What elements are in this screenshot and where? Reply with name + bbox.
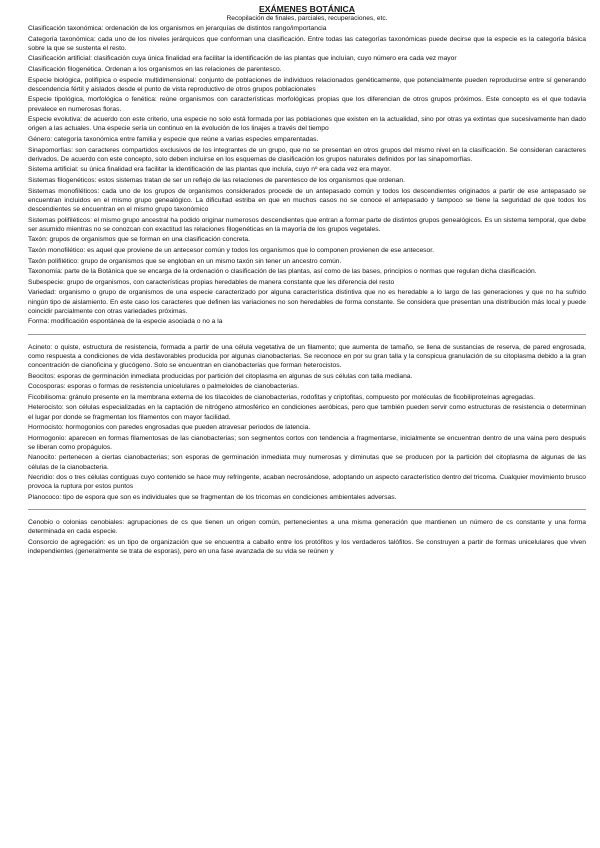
definition-paragraph: Género: categoría taxonómica entre familia y especie que reúne a varias especies emparentadas. bbox=[28, 135, 319, 143]
definition-paragraph: Hormocisto: hormogonios con paredes engrosadas que pueden atravesar periodos de latencia. bbox=[28, 424, 311, 432]
section-divider bbox=[28, 509, 586, 510]
definition-paragraph: Taxonomía: parte de la Botánica que se encarga de la ordenación o clasificación de las plantas, así como de las bases, principios o normas que regulan dicha clasificación. bbox=[28, 268, 537, 276]
definition-paragraph: Consorcio de agregación: es un tipo de organización que se encuentra a caballo entre los protófitos y los verdaderos talófitos. Se construyen a partir de formas unicelulares que viven independientes (generalmente se trata de esporas), pero en una fase avanzada de su vida se reúnen y bbox=[28, 539, 586, 556]
definition-paragraph: Forma: modificación espontánea de la especie asociada o no a la bbox=[28, 318, 223, 326]
definition-paragraph: Nanocito: pertenecen a ciertas cianobacterias; son esporas de germinación inmediata muy numerosas y diminutas que se producen por la partición del citoplasma de algunas de las células de la cianobacteria. bbox=[28, 454, 586, 471]
definition-paragraph: Heterocisto: son células especializadas en la captación de nitrógeno atmosférico en condiciones aeróbicas, pero que también pueden servir como estructuras de resistencia o determinan el lugar por donde se fragmentan los filamentos con mayor facilidad. bbox=[28, 404, 586, 421]
definition-paragraph: Taxón: grupos de organismos que se forman en una clasificación concreta. bbox=[28, 236, 250, 244]
definition-paragraph: Taxón polifilético: grupo de organismos que se engloban en un mismo taxón sin tener un ancestro común. bbox=[28, 257, 342, 265]
definitions-section-organizacion bbox=[28, 518, 586, 556]
definition-paragraph: Necridio: dos o tres células contiguas cuyo contenido se hace muy refringente, acaban necrosándose, adoptando un aspecto característico dentro del tricoma. Cualquier movimiento brusco provoca la ruptura por estos puntos bbox=[28, 474, 586, 491]
definition-paragraph: Taxón monofilético: es aquel que proviene de un antecesor común y todos los organismos que lo componen provienen de ese antecesor. bbox=[28, 246, 434, 254]
definition-paragraph: Ficobilisoma: gránulo presente en la membrana externa de los tilacoides de cianobacterias, rodofitas y criptofitas, compuesto por moléculas de ficobiliproteínas agregadas. bbox=[28, 393, 536, 401]
definition-paragraph: Cenobio o colonias cenobiales: agrupaciones de cs que tienen un origen común, pertenecientes a una misma generación que mantienen un número de cs constante y una forma determinada en cada especie. bbox=[28, 519, 586, 536]
section-divider bbox=[28, 334, 586, 335]
definition-paragraph: Especie biológica, polifípica o especie multidimensional: conjunto de poblaciones de individuos relacionados genéticamente, que potencialmente pueden reproducirse entre sí generando descendencia fértil y aislados desde el punto de vista reproductivo de otros grupos poblacionales bbox=[28, 76, 586, 93]
definitions-section-general bbox=[28, 24, 586, 327]
definition-paragraph: Acineto: o quiste, estructura de resistencia, formada a partir de una célula vegetativa de un filamento; que aumenta de tamaño, se llena de sustancias de reserva, de pared engrosada, como respuesta a condiciones de vida desfavorables producida por algunas cianobacterias. Se reconoce en por su gran talla y la conspicua granulación de su citoplasma debido a la gran concentración de cianoficina y glucógeno. Solo se encuentran en cianobacterias que forman heterocistos. bbox=[28, 343, 586, 369]
definition-paragraph: Sistemas polifiléticos: el mismo grupo ancestral ha podido originar numerosos descendientes que entran a formar parte de distintos grupos genealógicos. Es un sistema temporal, que debe ser asumido mientras no se conozcan con exactitud las relaciones filogenéticas en la mayoría de los grupos vegetales. bbox=[28, 216, 586, 233]
definition-paragraph: Clasificación taxonómica: ordenación de los organismos en jerarquías de distintos rango/importancia bbox=[28, 25, 327, 32]
document-subtitle: Recopilación de finales, parciales, recuperaciones, etc. bbox=[226, 15, 388, 22]
definition-paragraph: Clasificación artificial: clasificación cuya única finalidad era facilitar la identificación de las plantas que incluían, cuyo número era cada vez mayor bbox=[28, 55, 457, 63]
definitions-section-cianobacterias bbox=[28, 343, 586, 503]
definition-paragraph: Categoría taxonómica: cada uno de los niveles jerárquicos que conforman una clasificación. Entre todas las categorías taxonómicas puede decirse que la especie es la categoría básica sobre la que se sustenta el resto. bbox=[28, 35, 586, 52]
definition-paragraph: Clasificación filogenética. Ordenan a los organismos en las relaciones de parentesco. bbox=[28, 65, 282, 73]
definition-paragraph: Cocosporas: esporas o formas de resistencia unicelulares o palmeloides de cianobacterias. bbox=[28, 383, 299, 391]
definition-paragraph: Especie evolutiva: de acuerdo con este criterio, una especie no solo está formada por las poblaciones que existen en la actualidad, sino por otras ya extintas que sucesivamente han dado origen a las actuales. Una especie sería un continuo en la evolución de los linajes a través del tiempo bbox=[28, 116, 586, 133]
definition-paragraph: Sinapomorfías: son caracteres compartidos exclusivos de los integrantes de un grupo, que no se presentan en otros grupos del mismo nivel en la clasificación. Se consideran caracteres derivados. De acuerdo con este concepto, solo deben incluirse en los esquemas de clasificación los grupos naturales definidos por las sinapomorfías. bbox=[28, 146, 586, 163]
definition-paragraph: Subespecie: grupo de organismos, con características propias heredables de manera constante que les diferencia del resto bbox=[28, 278, 395, 286]
definition-paragraph: Hormogonio: aparecen en formas filamentosas de las cianobacterias; son segmentos cortos con tendencia a fragmentarse, inicialmente se encuentran dentro de una vaina pero después se liberan como propágulos. bbox=[28, 434, 586, 451]
definition-paragraph: Sistema artificial: su única finalidad era facilitar la identificación de las plantas que incluía, cuyo nº era cada vez era mayor. bbox=[28, 166, 392, 174]
definition-paragraph: Planococo: tipo de espora que son es individuales que se fragmentan de los tricomas en condiciones ambientales adversas. bbox=[28, 494, 397, 502]
definition-paragraph: Especie tipológica, morfológica o fenética: reúne organismos con características morfológicas propias que los diferencian de otros grupos próximos. Este concepto es el que todavía prevalece en numerosas floras. bbox=[28, 96, 586, 113]
definition-paragraph: Sistemas monofiléticos: cada uno de los grupos de organismos considerados procede de un antepasado común y todos los descendientes originados a partir de ese antepasado se encuentran incluidos en el mismo grupo genealógico. La dificultad estriba en que en muchos casos no se conoce el antepasado y tampoco se tiene la seguridad de que todos los descendientes se encuentran en el mismo grupo taxonómico bbox=[28, 187, 586, 213]
definition-paragraph: Sistemas filogenéticos: estos sistemas tratan de ser un reflejo de las relaciones de parentesco de los organismos que ordenan. bbox=[28, 176, 405, 184]
definition-paragraph: Beocitos: esporas de germinación inmediata producidas por partición del citoplasma en algunas de sus células con talla mediana. bbox=[28, 372, 413, 380]
definition-paragraph: Variedad: organismo o grupo de organismos de una especie caracterizado por alguna característica distintiva que no es heredable a lo largo de las generaciones y que no ha sufrido ningún tipo de aislamiento. En este caso los caracteres que definen las variaciones no son heredables de forma constante. Se considera que presentan una distribución más local y puede coincidir parcialmente con otras variedades próximas. bbox=[28, 289, 586, 315]
document-title: EXÁMENES BOTÁNICA bbox=[259, 4, 355, 14]
